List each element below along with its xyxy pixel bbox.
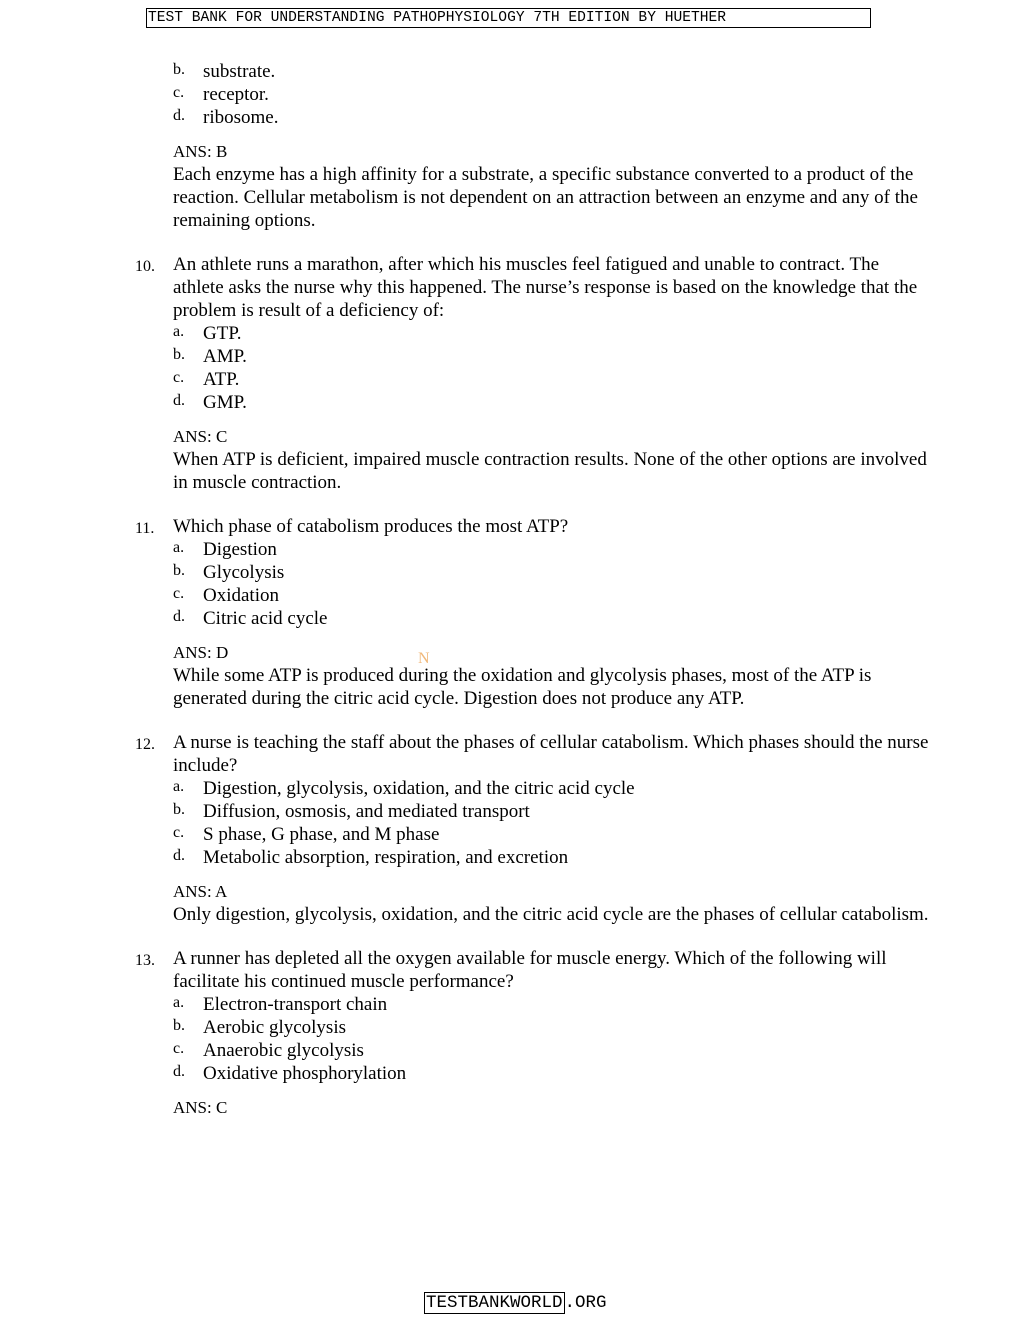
option-d bbox=[173, 391, 1020, 414]
rationale: While some ATP is produced during the oxidation and glycolysis phases, most of the ATP is generated during the citric acid cycle. Digestion does not produce any ATP. bbox=[173, 665, 872, 709]
question-12 bbox=[0, 731, 1020, 926]
option-text: substrate. bbox=[203, 61, 276, 82]
option-letter: b. bbox=[173, 61, 185, 78]
question-number: 11. bbox=[135, 520, 155, 537]
option-b bbox=[173, 561, 1020, 584]
page-footer bbox=[424, 1292, 607, 1314]
option-letter: d. bbox=[173, 392, 185, 409]
option-d bbox=[173, 607, 1020, 630]
footer-tld: .ORG bbox=[564, 1293, 607, 1313]
option-text: Glycolysis bbox=[203, 562, 285, 583]
question-9-continued bbox=[0, 60, 1020, 232]
option-text: ATP. bbox=[203, 369, 240, 390]
option-letter: c. bbox=[173, 369, 185, 386]
page-content bbox=[0, 60, 1020, 1119]
option-text: GTP. bbox=[203, 323, 242, 344]
option-text: Aerobic glycolysis bbox=[203, 1017, 347, 1038]
option-text: GMP. bbox=[203, 392, 247, 413]
answer-key: ANS: D bbox=[173, 643, 229, 662]
option-letter: b. bbox=[173, 801, 185, 818]
question-text: A runner has depleted all the oxygen available for muscle energy. Which of the following will facilitate his continued muscle performance? bbox=[173, 948, 887, 992]
rationale: Each enzyme has a high affinity for a substrate, a specific substance converted to a product of the reaction. Cellular metabolism is not dependent on an attraction between an enzyme and any of the remaining options. bbox=[173, 164, 918, 231]
question-options bbox=[0, 993, 1020, 1085]
page-header-title: TEST BANK FOR UNDERSTANDING PATHOPHYSIOLOGY 7TH EDITION BY HUETHER bbox=[146, 8, 871, 28]
question-number: 10. bbox=[135, 258, 155, 275]
answer-key: ANS: C bbox=[173, 427, 228, 446]
option-c bbox=[173, 1039, 1020, 1062]
option-a bbox=[173, 322, 1020, 345]
question-text: A nurse is teaching the staff about the phases of cellular catabolism. Which phases should the nurse include? bbox=[173, 732, 929, 776]
option-text: Anaerobic glycolysis bbox=[203, 1040, 364, 1061]
option-b bbox=[173, 1016, 1020, 1039]
option-letter: b. bbox=[173, 1017, 185, 1034]
option-text: Citric acid cycle bbox=[203, 608, 328, 629]
option-c bbox=[173, 823, 1020, 846]
option-letter: a. bbox=[173, 539, 185, 556]
option-text: Oxidation bbox=[203, 585, 279, 606]
answer-key: ANS: C bbox=[173, 1098, 228, 1117]
option-letter: d. bbox=[173, 1063, 185, 1080]
rationale: When ATP is deficient, impaired muscle contraction results. None of the other options are involved in muscle contraction. bbox=[173, 449, 927, 493]
option-letter: c. bbox=[173, 824, 185, 841]
option-text: Digestion bbox=[203, 539, 277, 560]
question-options bbox=[0, 538, 1020, 630]
option-letter: b. bbox=[173, 562, 185, 579]
option-text: ribosome. bbox=[203, 107, 279, 128]
option-text: Digestion, glycolysis, oxidation, and the citric acid cycle bbox=[203, 778, 635, 799]
option-letter: a. bbox=[173, 778, 185, 795]
option-b bbox=[173, 345, 1020, 368]
option-text: S phase, G phase, and M phase bbox=[203, 824, 440, 845]
option-letter: a. bbox=[173, 323, 185, 340]
question-stem bbox=[135, 731, 933, 777]
option-text: AMP. bbox=[203, 346, 247, 367]
question-9-options bbox=[0, 60, 1020, 129]
option-letter: b. bbox=[173, 346, 185, 363]
answer-key: ANS: B bbox=[173, 142, 228, 161]
question-stem bbox=[135, 947, 933, 993]
option-letter: c. bbox=[173, 585, 185, 602]
option-text: Electron-transport chain bbox=[203, 994, 388, 1015]
answer-key: ANS: A bbox=[173, 882, 228, 901]
option-b bbox=[173, 800, 1020, 823]
option-d bbox=[173, 846, 1020, 869]
footer-site-name: TESTBANKWORLD bbox=[426, 1293, 563, 1313]
option-a bbox=[173, 538, 1020, 561]
option-letter: c. bbox=[173, 1040, 185, 1057]
option-c bbox=[173, 584, 1020, 607]
watermark-letter: N bbox=[418, 650, 430, 667]
question-stem bbox=[135, 515, 933, 538]
question-13 bbox=[0, 947, 1020, 1119]
question-options bbox=[0, 322, 1020, 414]
question-number: 13. bbox=[135, 952, 155, 969]
option-a bbox=[173, 777, 1020, 800]
question-11 bbox=[0, 515, 1020, 710]
question-number: 12. bbox=[135, 736, 155, 753]
option-c bbox=[173, 83, 1020, 106]
question-options bbox=[0, 777, 1020, 869]
option-d bbox=[173, 1062, 1020, 1085]
option-letter: d. bbox=[173, 847, 185, 864]
option-letter: c. bbox=[173, 84, 185, 101]
option-d bbox=[173, 106, 1020, 129]
option-text: Diffusion, osmosis, and mediated transport bbox=[203, 801, 530, 822]
rationale: Only digestion, glycolysis, oxidation, and the citric acid cycle are the phases of cellular catabolism. bbox=[173, 904, 929, 925]
option-text: Oxidative phosphorylation bbox=[203, 1063, 407, 1084]
option-a bbox=[173, 993, 1020, 1016]
option-b bbox=[173, 60, 1020, 83]
question-10 bbox=[0, 253, 1020, 494]
option-letter: a. bbox=[173, 994, 185, 1011]
option-c bbox=[173, 368, 1020, 391]
option-letter: d. bbox=[173, 608, 185, 625]
option-text: Metabolic absorption, respiration, and excretion bbox=[203, 847, 569, 868]
question-text: Which phase of catabolism produces the most ATP? bbox=[173, 516, 569, 537]
question-text: An athlete runs a marathon, after which his muscles feel fatigued and unable to contract. The athlete asks the nurse why this happened. The nurse’s response is based on the knowledge that the problem is result of a deficiency of: bbox=[173, 254, 918, 321]
option-letter: d. bbox=[173, 107, 185, 124]
option-text: receptor. bbox=[203, 84, 269, 105]
question-stem bbox=[135, 253, 933, 322]
